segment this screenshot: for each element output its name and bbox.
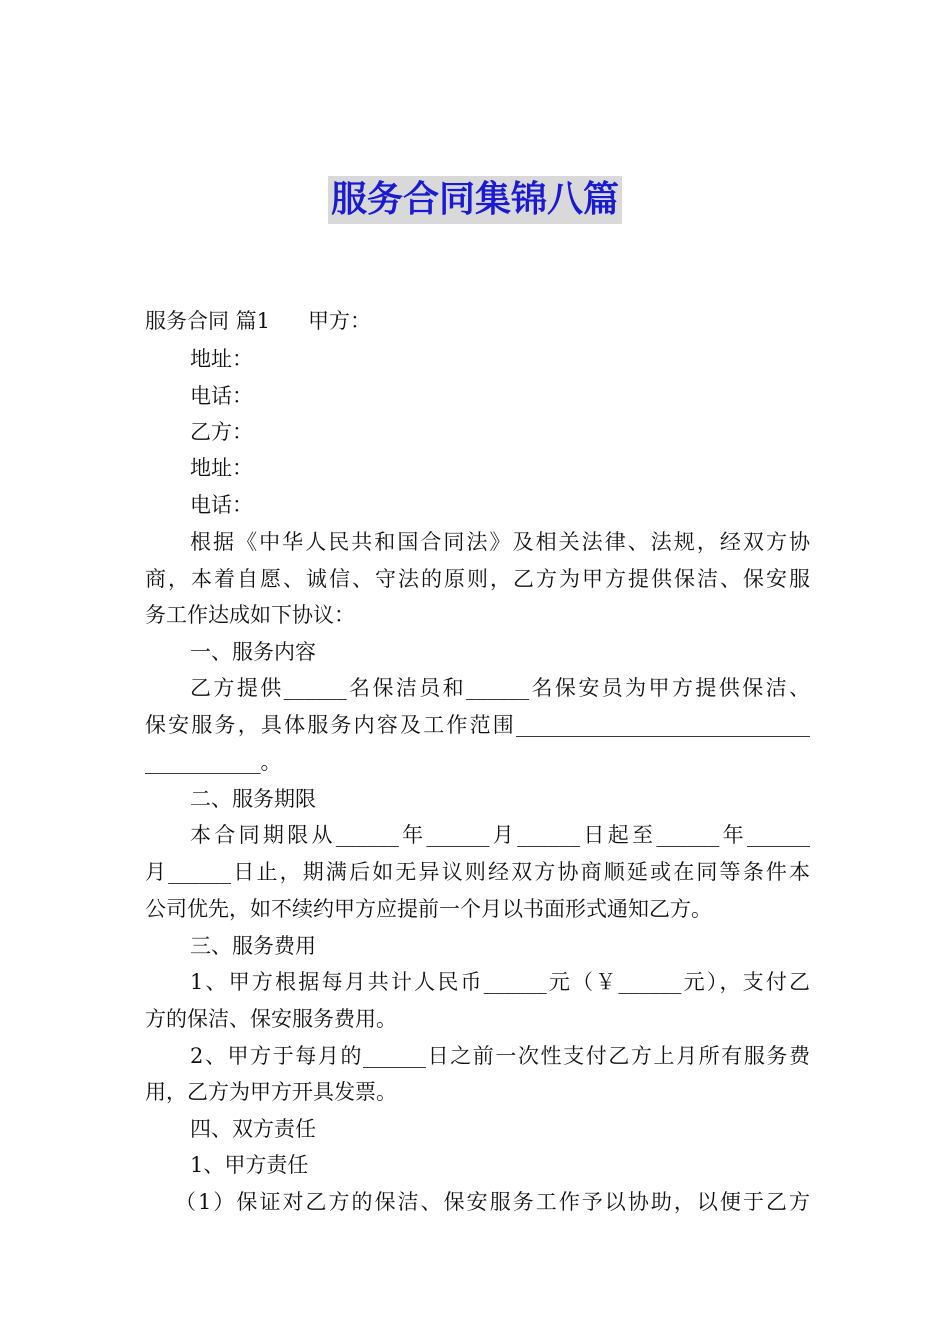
paragraph-line: 月______日止，期满后如无异议则经双方协商顺延或在同等条件本 bbox=[145, 860, 810, 884]
paragraph-line: 1、甲方根据每月共计人民币______元（￥______元），支付乙 bbox=[190, 970, 810, 994]
paragraph-line: 用，乙方为甲方开具发票。 bbox=[145, 1080, 397, 1104]
section-label: 服务合同 篇1 bbox=[145, 309, 271, 333]
party-b-phone: 电话： bbox=[190, 493, 253, 517]
paragraph-line: 商，本着自愿、诚信、守法的原则，乙方为甲方提供保洁、保安服 bbox=[145, 567, 810, 591]
party-b-address: 地址： bbox=[190, 456, 253, 480]
title-container bbox=[0, 176, 950, 224]
subsection-heading: 1、甲方责任 bbox=[190, 1153, 309, 1177]
party-a-address: 地址： bbox=[190, 347, 253, 371]
party-a-label: 甲方： bbox=[308, 309, 372, 333]
paragraph-line: 根据《中华人民共和国合同法》及相关法律、法规，经双方协 bbox=[190, 530, 810, 554]
section-heading: 四、双方责任 bbox=[190, 1117, 316, 1141]
paragraph-line: 本合同期限从______年______月______日起至______年______ bbox=[190, 823, 810, 847]
paragraph-line: 方的保洁、保安服务费用。 bbox=[145, 1007, 397, 1031]
document-title: 服务合同集锦八篇 bbox=[328, 176, 622, 224]
party-a-phone: 电话： bbox=[190, 384, 253, 408]
paragraph-line: 务工作达成如下协议： bbox=[145, 603, 355, 627]
paragraph-line: （1）保证对乙方的保洁、保安服务工作予以协助，以便于乙方 bbox=[175, 1190, 810, 1214]
paragraph-line: 乙方提供______名保洁员和______名保安员为甲方提供保洁、 bbox=[190, 676, 810, 700]
paragraph-line: 公司优先，如不续约甲方应提前一个月以书面形式通知乙方。 bbox=[145, 897, 712, 921]
paragraph-line: 2、甲方于每月的______日之前一次性支付乙方上月所有服务费 bbox=[190, 1044, 810, 1068]
paragraph-line: 保安服务，具体服务内容及工作范围____________________________ bbox=[145, 713, 810, 737]
section-heading: 二、服务期限 bbox=[190, 787, 316, 811]
section-heading: 一、服务内容 bbox=[190, 640, 316, 664]
first-line bbox=[145, 307, 810, 335]
section-heading: 三、服务费用 bbox=[190, 934, 316, 958]
party-b-label: 乙方： bbox=[190, 420, 253, 444]
paragraph-line: ___________。 bbox=[145, 750, 282, 774]
